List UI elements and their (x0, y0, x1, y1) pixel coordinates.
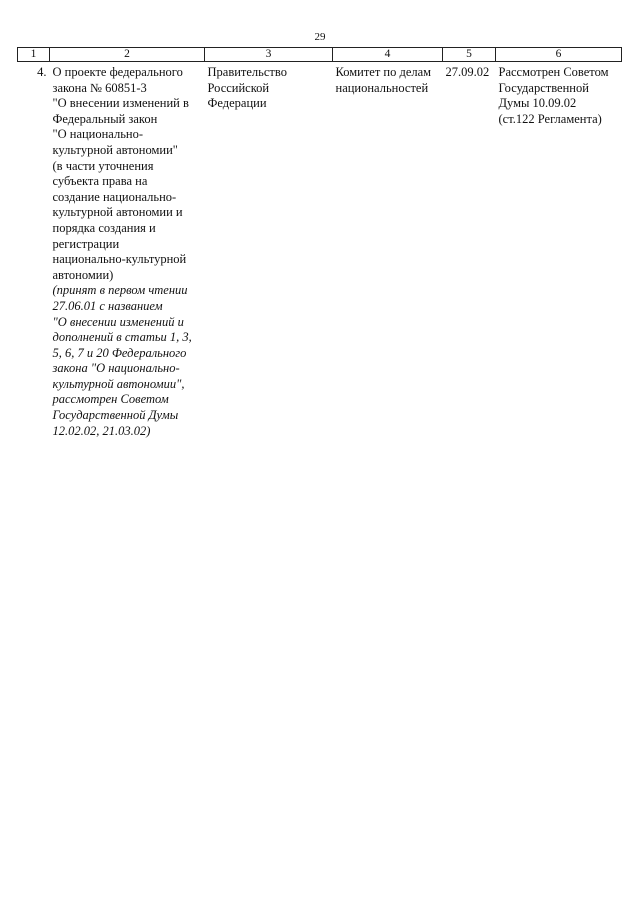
committee-line: национальностей (335, 80, 429, 95)
column-header-3: 3 (205, 48, 333, 62)
initiator-line: Федерации (207, 96, 267, 111)
header-row (18, 48, 622, 62)
bill-title-line: "О внесении изменений и (52, 314, 184, 329)
column-header-6: 6 (496, 48, 622, 62)
column-header-5: 5 (443, 48, 496, 62)
status-line: Рассмотрен Советом (498, 65, 609, 79)
page-number: 29 (314, 31, 326, 43)
table-row (18, 62, 622, 440)
bill-title-line: Федеральный закон (52, 111, 158, 126)
status-line: Государственной (498, 80, 589, 95)
bill-title-line: 27.06.01 с названием (52, 298, 163, 313)
bill-title-line: создание национально- (52, 189, 177, 204)
column-header-2: 2 (50, 48, 205, 62)
column-header-4: 4 (333, 48, 443, 62)
bill-title-cell (50, 62, 205, 440)
bill-title-line: регистрации (52, 236, 120, 251)
bill-title-line: закона № 60851-3 (52, 80, 147, 95)
bill-title-line: Государственной Думы (52, 408, 179, 423)
column-header-1: 1 (18, 48, 50, 62)
bill-title-line: закона "О национально- (52, 361, 180, 376)
initiator-line: Российской (207, 80, 270, 95)
status-cell (496, 62, 622, 440)
bill-title-line: (принят в первом чтении (52, 283, 188, 298)
bill-title-line: дополнений в статьи 1, 3, (52, 330, 192, 345)
bill-title-line: культурной автономии и (52, 205, 183, 220)
agenda-table (17, 47, 622, 439)
initiator-cell (205, 62, 333, 440)
bill-title-line: рассмотрен Советом (52, 392, 169, 407)
bill-title-line: О проекте федерального (52, 65, 183, 79)
status-line: (ст.122 Регламента) (498, 111, 602, 126)
bill-title-line: порядка создания и (52, 220, 156, 235)
bill-title-line: (в части уточнения (52, 158, 154, 173)
initiator-line: Правительство (207, 65, 287, 79)
date-cell: 27.09.02 (445, 65, 490, 79)
bill-title-line: "О внесении изменений в (52, 96, 189, 111)
bill-title-line: автономии) (52, 267, 114, 282)
committee-cell (333, 62, 443, 440)
bill-title-line: культурной автономии", (52, 376, 185, 391)
bill-title-line: 12.02.02, 21.03.02) (52, 423, 151, 438)
committee-line: Комитет по делам (335, 65, 432, 79)
bill-title-line: субъекта права на (52, 174, 148, 189)
bill-title-line: "О национально- (52, 127, 144, 142)
bill-title-line: 5, 6, 7 и 20 Федерального (52, 345, 187, 360)
row-number: 4. (37, 65, 47, 79)
bill-title-line: культурной автономии" (52, 142, 178, 157)
status-line: Думы 10.09.02 (498, 96, 577, 111)
bill-title-line: национально-культурной (52, 252, 187, 267)
